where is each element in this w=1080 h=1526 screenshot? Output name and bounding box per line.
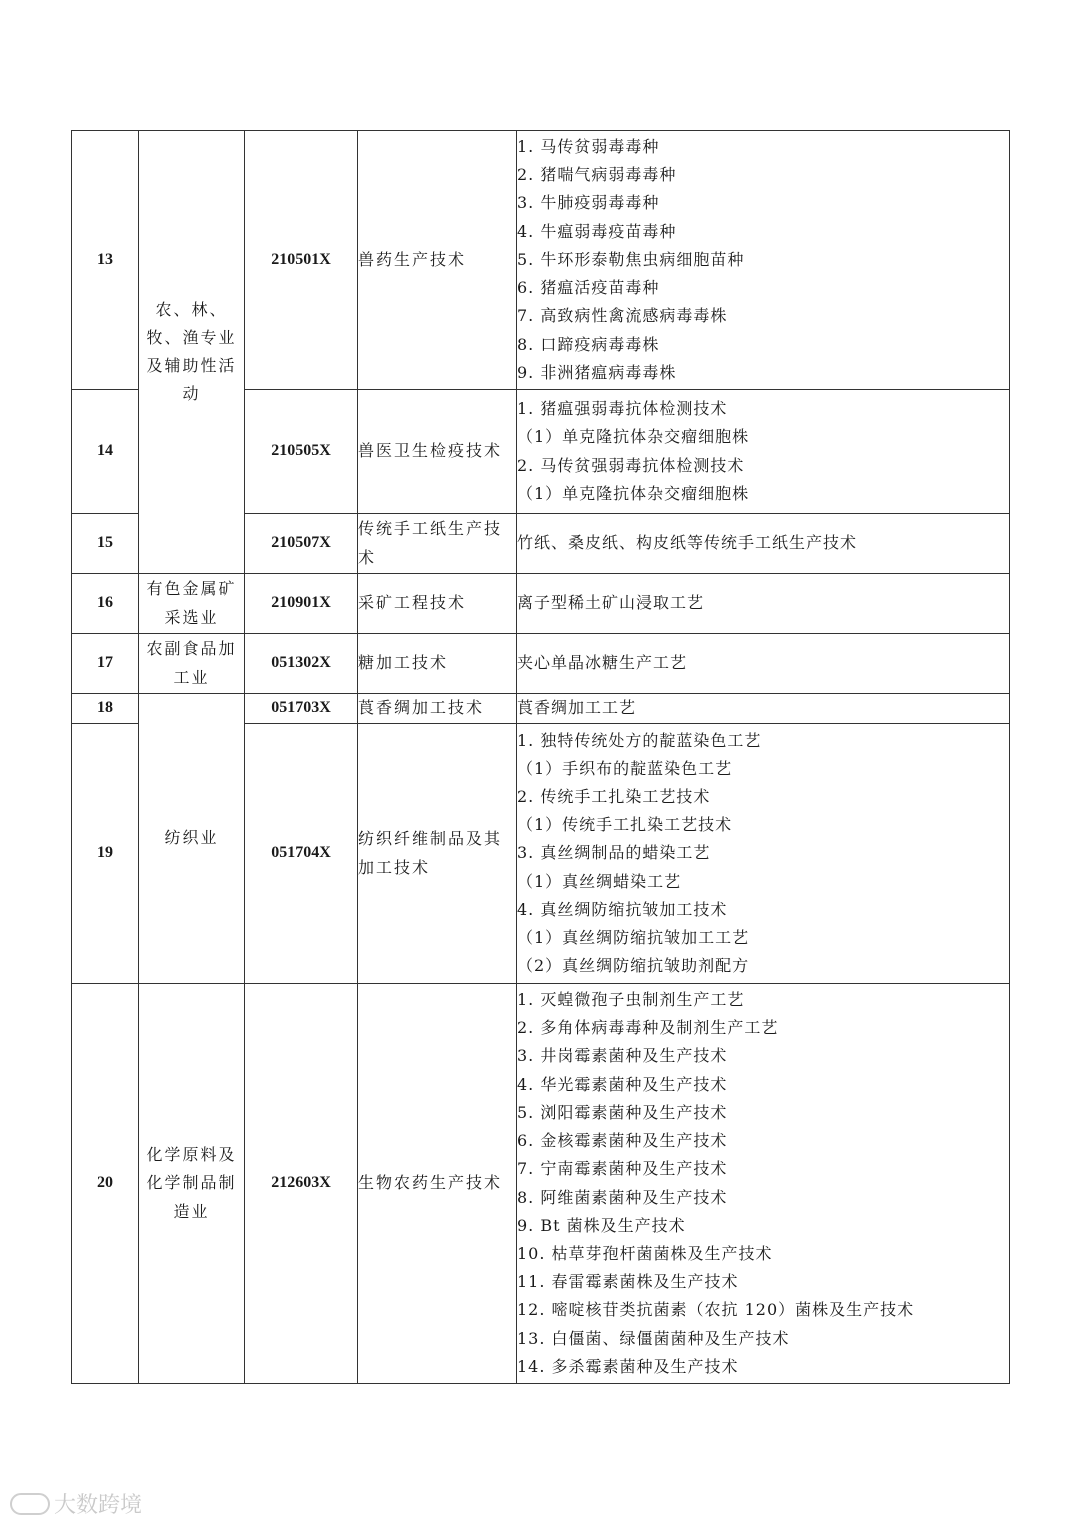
- list-item: 9. 非洲猪瘟病毒毒株: [517, 362, 677, 382]
- category-code: 212603X: [245, 984, 358, 1384]
- list-item: 3. 井岗霉素菌种及生产技术: [517, 1046, 728, 1066]
- list-item: 3. 真丝绸制品的蜡染工艺: [517, 843, 711, 863]
- industry-cell: 农、林、牧、渔专业及辅助性活动: [139, 131, 245, 574]
- table-row: [72, 634, 1010, 694]
- list-item: 8. 口蹄疫病毒毒株: [517, 334, 660, 354]
- category-code: 210507X: [245, 514, 358, 574]
- list-item: 9. Bt 菌株及生产技术: [517, 1215, 686, 1235]
- watermark-logo-icon: [10, 1493, 50, 1515]
- list-item: 1. 猪瘟强弱毒抗体检测技术: [517, 399, 728, 419]
- technology-name: 兽医卫生检疫技术: [358, 390, 517, 514]
- category-code: 210505X: [245, 390, 358, 514]
- control-points: [517, 131, 1010, 390]
- list-item: 6. 猪瘟活疫苗毒种: [517, 278, 660, 298]
- control-points: [517, 724, 1010, 984]
- list-item: 10. 枯草芽孢杆菌菌株及生产技术: [517, 1243, 773, 1263]
- technology-name: 纺织纤维制品及其加工技术: [358, 724, 517, 984]
- row-number: 19: [72, 724, 139, 984]
- list-item: （1）传统手工扎染工艺技术: [517, 815, 733, 835]
- row-number: 13: [72, 131, 139, 390]
- table-row: [72, 131, 1010, 390]
- technology-name: 莨香绸加工技术: [358, 694, 517, 724]
- list-item: 夹心单晶冰糖生产工艺: [517, 653, 688, 673]
- list-item: （1）真丝绸蜡染工艺: [517, 871, 682, 891]
- technology-name: 传统手工纸生产技术: [358, 514, 517, 574]
- list-item: （2）真丝绸防缩抗皱助剂配方: [517, 956, 750, 976]
- table-row: [72, 984, 1010, 1384]
- list-item: 12. 嘧啶核苷类抗菌素（农抗 120）菌株及生产技术: [517, 1300, 915, 1320]
- list-item: 离子型稀土矿山浸取工艺: [517, 593, 705, 613]
- industry-cell: 农副食品加工业: [139, 634, 245, 694]
- list-item: 5. 浏阳霉素菌种及生产技术: [517, 1102, 728, 1122]
- row-number: 16: [72, 574, 139, 634]
- control-points: [517, 634, 1010, 694]
- category-code: 051703X: [245, 694, 358, 724]
- list-item: 13. 白僵菌、绿僵菌菌种及生产技术: [517, 1328, 790, 1348]
- list-item: 7. 宁南霉素菌种及生产技术: [517, 1159, 728, 1179]
- industry-cell: 化学原料及化学制品制造业: [139, 984, 245, 1384]
- watermark-text: 大数跨境: [54, 1493, 143, 1518]
- list-item: 1. 独特传统处方的靛蓝染色工艺: [517, 730, 762, 750]
- list-item: 莨香绸加工工艺: [517, 698, 637, 718]
- list-item: 1. 马传贫弱毒毒种: [517, 137, 660, 157]
- list-item: 4. 牛瘟弱毒疫苗毒种: [517, 221, 677, 241]
- industry-cell: 纺织业: [139, 694, 245, 984]
- list-item: 2. 传统手工扎染工艺技术: [517, 786, 711, 806]
- row-number: 18: [72, 694, 139, 724]
- list-item: 1. 灭蝗微孢子虫制剂生产工艺: [517, 990, 745, 1010]
- list-item: 2. 多角体病毒毒种及制剂生产工艺: [517, 1018, 779, 1038]
- control-points: [517, 574, 1010, 634]
- list-item: （1）真丝绸防缩抗皱加工工艺: [517, 928, 750, 947]
- category-code: 051704X: [245, 724, 358, 984]
- category-code: 210501X: [245, 131, 358, 390]
- list-item: 2. 马传贫强弱毒抗体检测技术: [517, 455, 745, 475]
- technology-name: 糖加工技术: [358, 634, 517, 694]
- list-item: 3. 牛肺疫弱毒毒种: [517, 193, 660, 213]
- category-code: 051302X: [245, 634, 358, 694]
- technology-table: [71, 130, 1010, 1384]
- list-item: 11. 春雷霉素菌株及生产技术: [517, 1272, 739, 1292]
- list-item: 2. 猪喘气病弱毒毒种: [517, 165, 677, 185]
- industry-cell: 有色金属矿采选业: [139, 574, 245, 634]
- list-item: 竹纸、桑皮纸、构皮纸等传统手工纸生产技术: [517, 533, 858, 553]
- row-number: 20: [72, 984, 139, 1384]
- list-item: （1）单克隆抗体杂交瘤细胞株: [517, 427, 750, 447]
- technology-name: 兽药生产技术: [358, 131, 517, 390]
- list-item: （1）单克隆抗体杂交瘤细胞株: [517, 483, 750, 503]
- list-item: 7. 高致病性禽流感病毒毒株: [517, 306, 728, 326]
- list-item: 6. 金核霉素菌种及生产技术: [517, 1131, 728, 1151]
- list-item: 8. 阿维菌素菌种及生产技术: [517, 1187, 728, 1207]
- category-code: 210901X: [245, 574, 358, 634]
- row-number: 15: [72, 514, 139, 574]
- control-points: [517, 390, 1010, 514]
- list-item: 4. 华光霉素菌种及生产技术: [517, 1074, 728, 1094]
- technology-name: 采矿工程技术: [358, 574, 517, 634]
- table-row: [72, 694, 1010, 724]
- row-number: 17: [72, 634, 139, 694]
- list-item: 4. 真丝绸防缩抗皱加工技术: [517, 899, 728, 919]
- list-item: 5. 牛环形泰勒焦虫病细胞苗种: [517, 249, 745, 269]
- control-points: [517, 694, 1010, 724]
- table-row: [72, 574, 1010, 634]
- list-item: （1）手织布的靛蓝染色工艺: [517, 758, 733, 778]
- control-points: [517, 984, 1010, 1384]
- watermark: [10, 1488, 142, 1519]
- control-points: [517, 514, 1010, 574]
- technology-name: 生物农药生产技术: [358, 984, 517, 1384]
- row-number: 14: [72, 390, 139, 514]
- list-item: 14. 多杀霉素菌种及生产技术: [517, 1356, 739, 1376]
